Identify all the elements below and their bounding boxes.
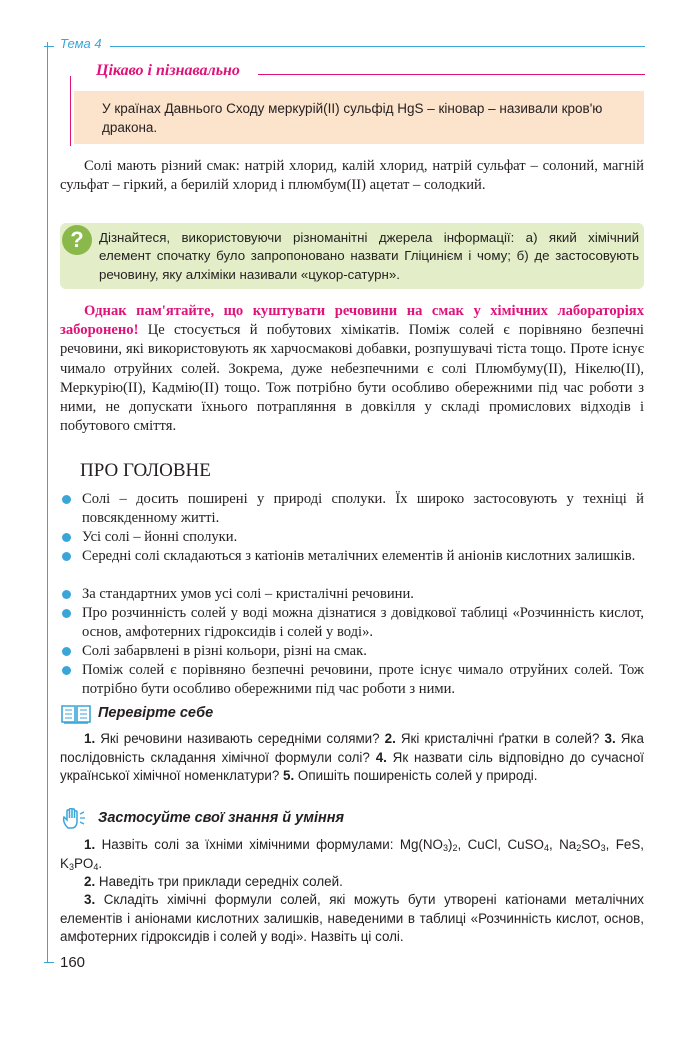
page-number: 160 [60,954,86,971]
apply-exercise-1 [60,836,644,873]
apply-title: Застосуйте свої знання й уміння [98,810,345,826]
exercise-text: Складіть хімічні формули солей, які можуть бути утворені катіонами металічних елементів і аніонами кислотних залишків, наведеними в таблиці «Розчинність кислот, основ, амфотерних гідроксидів і солей у воді». Назвіть ці солі. [60,892,644,944]
question-text-part: Які речовини називають середніми солями? [95,731,385,746]
interesting-text: У країнах Давнього Сходу меркурій(ІІ) сульфід HgS – кіновар – називали кров'ю дракона. [102,101,603,135]
warning-rest: Це стосується й побутових хімікатів. Поміж солей є порівняно безпечні речовини, які використовують як харчосмакові добавки, розпушувачі тіста тощо. Проте існує чимало отруйних солей. Зокрема, дуже небезпечними є солі Плюмбуму(ІІ), Нікелю(ІІ), Меркурію(ІІ), Кадмію(ІІ) тощо. Тож потрібно бути особливо обережними під час роботи з ними, не допускати їхнього потрапляння в довкілля у складі промислових відходів і побутового сміття. [60,322,644,435]
exercise-num: 1. [84,837,96,852]
side-rule [47,42,48,962]
paragraph-taste: Солі мають різний смак: натрій хлорид, калій хлорид, натрій сульфат – солоний, магній сульфат – гіркий, а берилій хлорид і плюмбум(ІІ) ацетат – солодкий. [60,158,644,194]
summary-item-text: Солі – досить поширені у природі сполуки. Їх широко застосовують у техніці й повсякденному житті. [82,491,644,526]
summary-item [60,585,644,604]
question-text-part: Як назвати сіль відповідно до сучасної української хімічної номенклатури? [60,749,644,783]
bullet-dot [62,495,71,504]
exercise-num: 3. [84,892,96,907]
interesting-rule [258,74,645,75]
summary-item-text: Про розчинність солей у воді можна дізнатися з довідкової таблиці «Розчинність кислот, основ, амфотерних гідроксидів і солей у воді». [82,605,644,640]
exercise-num: 2. [84,874,96,889]
theme-label: Тема 4 [60,36,102,51]
hand-icon [60,808,92,830]
question-num: 1. [84,731,96,746]
summary-item [60,547,644,566]
bullet-dot [62,666,71,675]
open-book-icon [60,703,92,725]
bullet-dot [62,590,71,599]
exercise-formulas: $Mg(NO_3)_2$, CuCl, CuSO$_4$, $Na_2SO_3$, FeS, $K_3PO_4$. [60,837,644,872]
bullet-dot [62,533,71,542]
exercise-text: Назвіть солі за їхніми хімічними формулами: [95,837,394,852]
question-text-part: Яка послідовність складання хімічної формули солі? [60,731,644,765]
question-text: Дізнайтеся, використовуючи різноманітні джерела інформації: а) який хімічний елемент спочатку було запропоновано назвати Гліцинієм і чому; б) де застосовують речовину, яку алхіміки називали «цукор-сатурн». [99,230,639,282]
summary-item [60,528,644,547]
summary-title: ПРО ГОЛОВНЕ [80,460,211,481]
bullet-dot [62,552,71,561]
apply-exercise-2 [60,873,644,892]
summary-item [60,604,644,642]
question-text-part: Які кристалічні ґратки в солей? [395,731,605,746]
question-icon: ? [62,225,92,255]
question-num: 3. [604,731,616,746]
question-num: 4. [375,749,387,765]
warning-bold: Однак пам'ятайте, що куштувати речовини на смак у хімічних лабораторіях заборонено! [60,303,644,339]
summary-item-text: Поміж солей є порівняно безпечні речовини, проте існує чимало отруйних солей. Тож потрібно бути особливо обережними під час роботи з ними. [82,662,644,697]
interesting-title: Цікаво і пізнавально [96,62,240,79]
exercise-text: Наведіть три приклади середніх солей. [95,874,343,889]
side-tick-top [44,46,54,47]
question-num: 5. [283,768,295,783]
side-tick-bottom [44,962,54,963]
summary-item [60,661,644,699]
apply-exercise-3 [60,891,644,947]
bullet-dot [62,609,71,618]
paragraph-warning [60,302,644,436]
summary-item-text: За стандартних умов усі солі – кристалічні речовини. [82,586,414,602]
summary-item [60,490,644,528]
summary-item-text: Усі солі – йонні сполуки. [82,529,238,545]
question-text-part: Опишіть поширеність солей у природі. [294,768,538,783]
summary-item-text: Середні солі складаються з катіонів металічних елементів й аніонів кислотних залишків. [82,548,636,564]
check-yourself-title: Перевірте себе [98,705,214,721]
bullet-dot [62,647,71,656]
summary-item [60,642,644,661]
top-rule [110,46,645,47]
interesting-vline [70,76,71,146]
summary-item-text: Солі забарвлені в різні кольори, різні на смак. [82,643,367,659]
question-num: 2. [384,731,396,746]
check-yourself-text [60,730,644,786]
